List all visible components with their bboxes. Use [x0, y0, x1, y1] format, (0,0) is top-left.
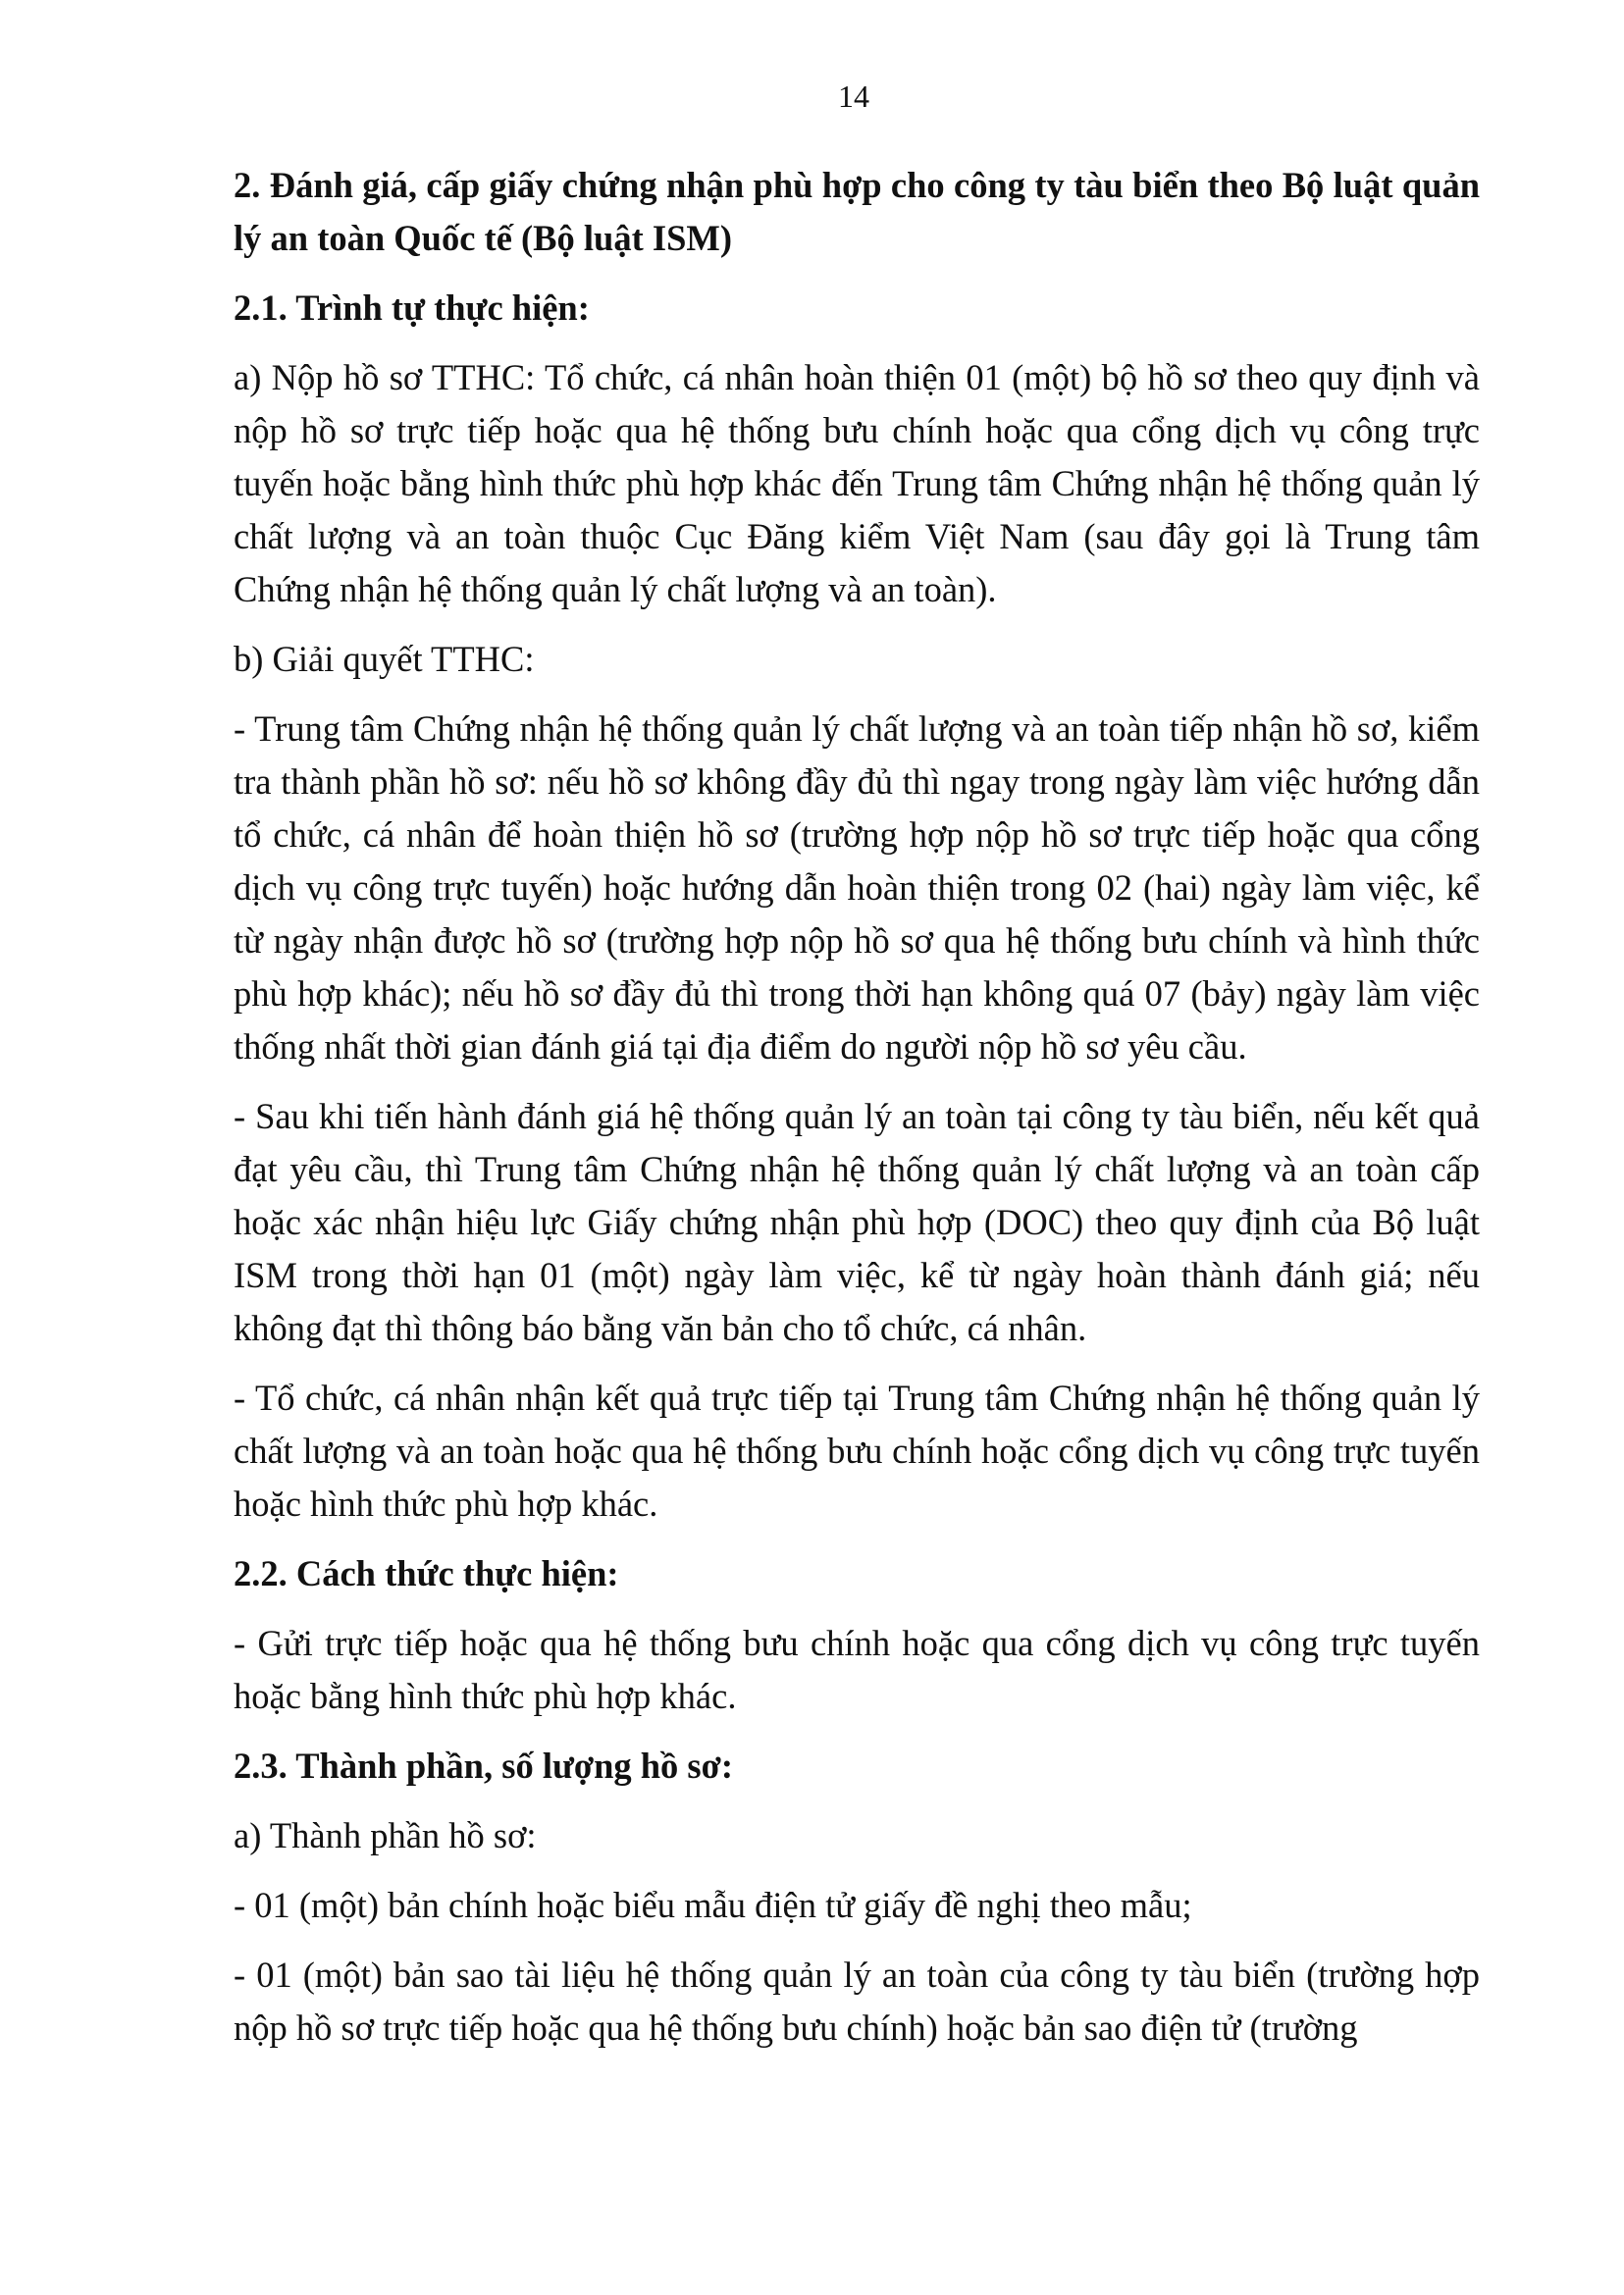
section-2-2-title: 2.2. Cách thức thực hiện: — [234, 1553, 619, 1593]
document-body — [234, 159, 1480, 2071]
section-2-3-bullet-1: - 01 (một) bản chính hoặc biểu mẫu điện tử giấy đề nghị theo mẫu; — [234, 1885, 1192, 1925]
section-2-2-bullet-1: - Gửi trực tiếp hoặc qua hệ thống bưu chính hoặc qua cổng dịch vụ công trực tuyến hoặc bằng hình thức phù hợp khác. — [234, 1623, 1480, 1716]
section-2-1-title: 2.1. Trình tự thực hiện: — [234, 287, 590, 328]
section-2-1-para-a: a) Nộp hồ sơ TTHC: Tổ chức, cá nhân hoàn thiện 01 (một) bộ hồ sơ theo quy định và nộp hồ sơ trực tiếp hoặc qua hệ thống bưu chính hoặc qua cổng dịch vụ công trực tuyến hoặc bằng hình thức phù hợp khác đến Trung tâm Chứng nhận hệ thống quản lý chất lượng và an toàn thuộc Cục Đăng kiểm Việt Nam (sau đây gọi là Trung tâm Chứng nhận hệ thống quản lý chất lượng và an toàn). — [234, 357, 1480, 609]
document-heading: 2. Đánh giá, cấp giấy chứng nhận phù hợp cho công ty tàu biển theo Bộ luật quản lý an toàn Quốc tế (Bộ luật ISM) — [234, 165, 1480, 258]
section-2-1-bullet-2: - Sau khi tiến hành đánh giá hệ thống quản lý an toàn tại công ty tàu biển, nếu kết quả đạt yêu cầu, thì Trung tâm Chứng nhận hệ thống quản lý chất lượng và an toàn cấp hoặc xác nhận hiệu lực Giấy chứng nhận phù hợp (DOC) theo quy định của Bộ luật ISM trong thời hạn 01 (một) ngày làm việc, kể từ ngày hoàn thành đánh giá; nếu không đạt thì thông báo bằng văn bản cho tổ chức, cá nhân. — [234, 1096, 1480, 1348]
section-2-3-bullet-2: - 01 (một) bản sao tài liệu hệ thống quản lý an toàn của công ty tàu biển (trường hợp nộp hồ sơ trực tiếp hoặc qua hệ thống bưu chính) hoặc bản sao điện tử (trường — [234, 1955, 1480, 2048]
section-2-1-para-b: b) Giải quyết TTHC: — [234, 639, 535, 679]
section-2-3-para-a: a) Thành phần hồ sơ: — [234, 1815, 537, 1855]
page-number: 14 — [838, 78, 869, 114]
section-2-1-bullet-3: - Tổ chức, cá nhân nhận kết quả trực tiếp tại Trung tâm Chứng nhận hệ thống quản lý chất lượng và an toàn hoặc qua hệ thống bưu chính hoặc cổng dịch vụ công trực tuyến hoặc hình thức phù hợp khác. — [234, 1378, 1480, 1524]
section-2-3-title: 2.3. Thành phần, số lượng hồ sơ: — [234, 1746, 733, 1786]
section-2-1-bullet-1: - Trung tâm Chứng nhận hệ thống quản lý chất lượng và an toàn tiếp nhận hồ sơ, kiểm tra thành phần hồ sơ: nếu hồ sơ không đầy đủ thì ngay trong ngày làm việc hướng dẫn tổ chức, cá nhân để hoàn thiện hồ sơ (trường hợp nộp hồ sơ trực tiếp hoặc qua cổng dịch vụ công trực tuyến) hoặc hướng dẫn hoàn thiện trong 02 (hai) ngày làm việc, kể từ ngày nhận được hồ sơ (trường hợp nộp hồ sơ qua hệ thống bưu chính và hình thức phù hợp khác); nếu hồ sơ đầy đủ thì trong thời hạn không quá 07 (bảy) ngày làm việc thống nhất thời gian đánh giá tại địa điểm do người nộp hồ sơ yêu cầu. — [234, 708, 1480, 1067]
